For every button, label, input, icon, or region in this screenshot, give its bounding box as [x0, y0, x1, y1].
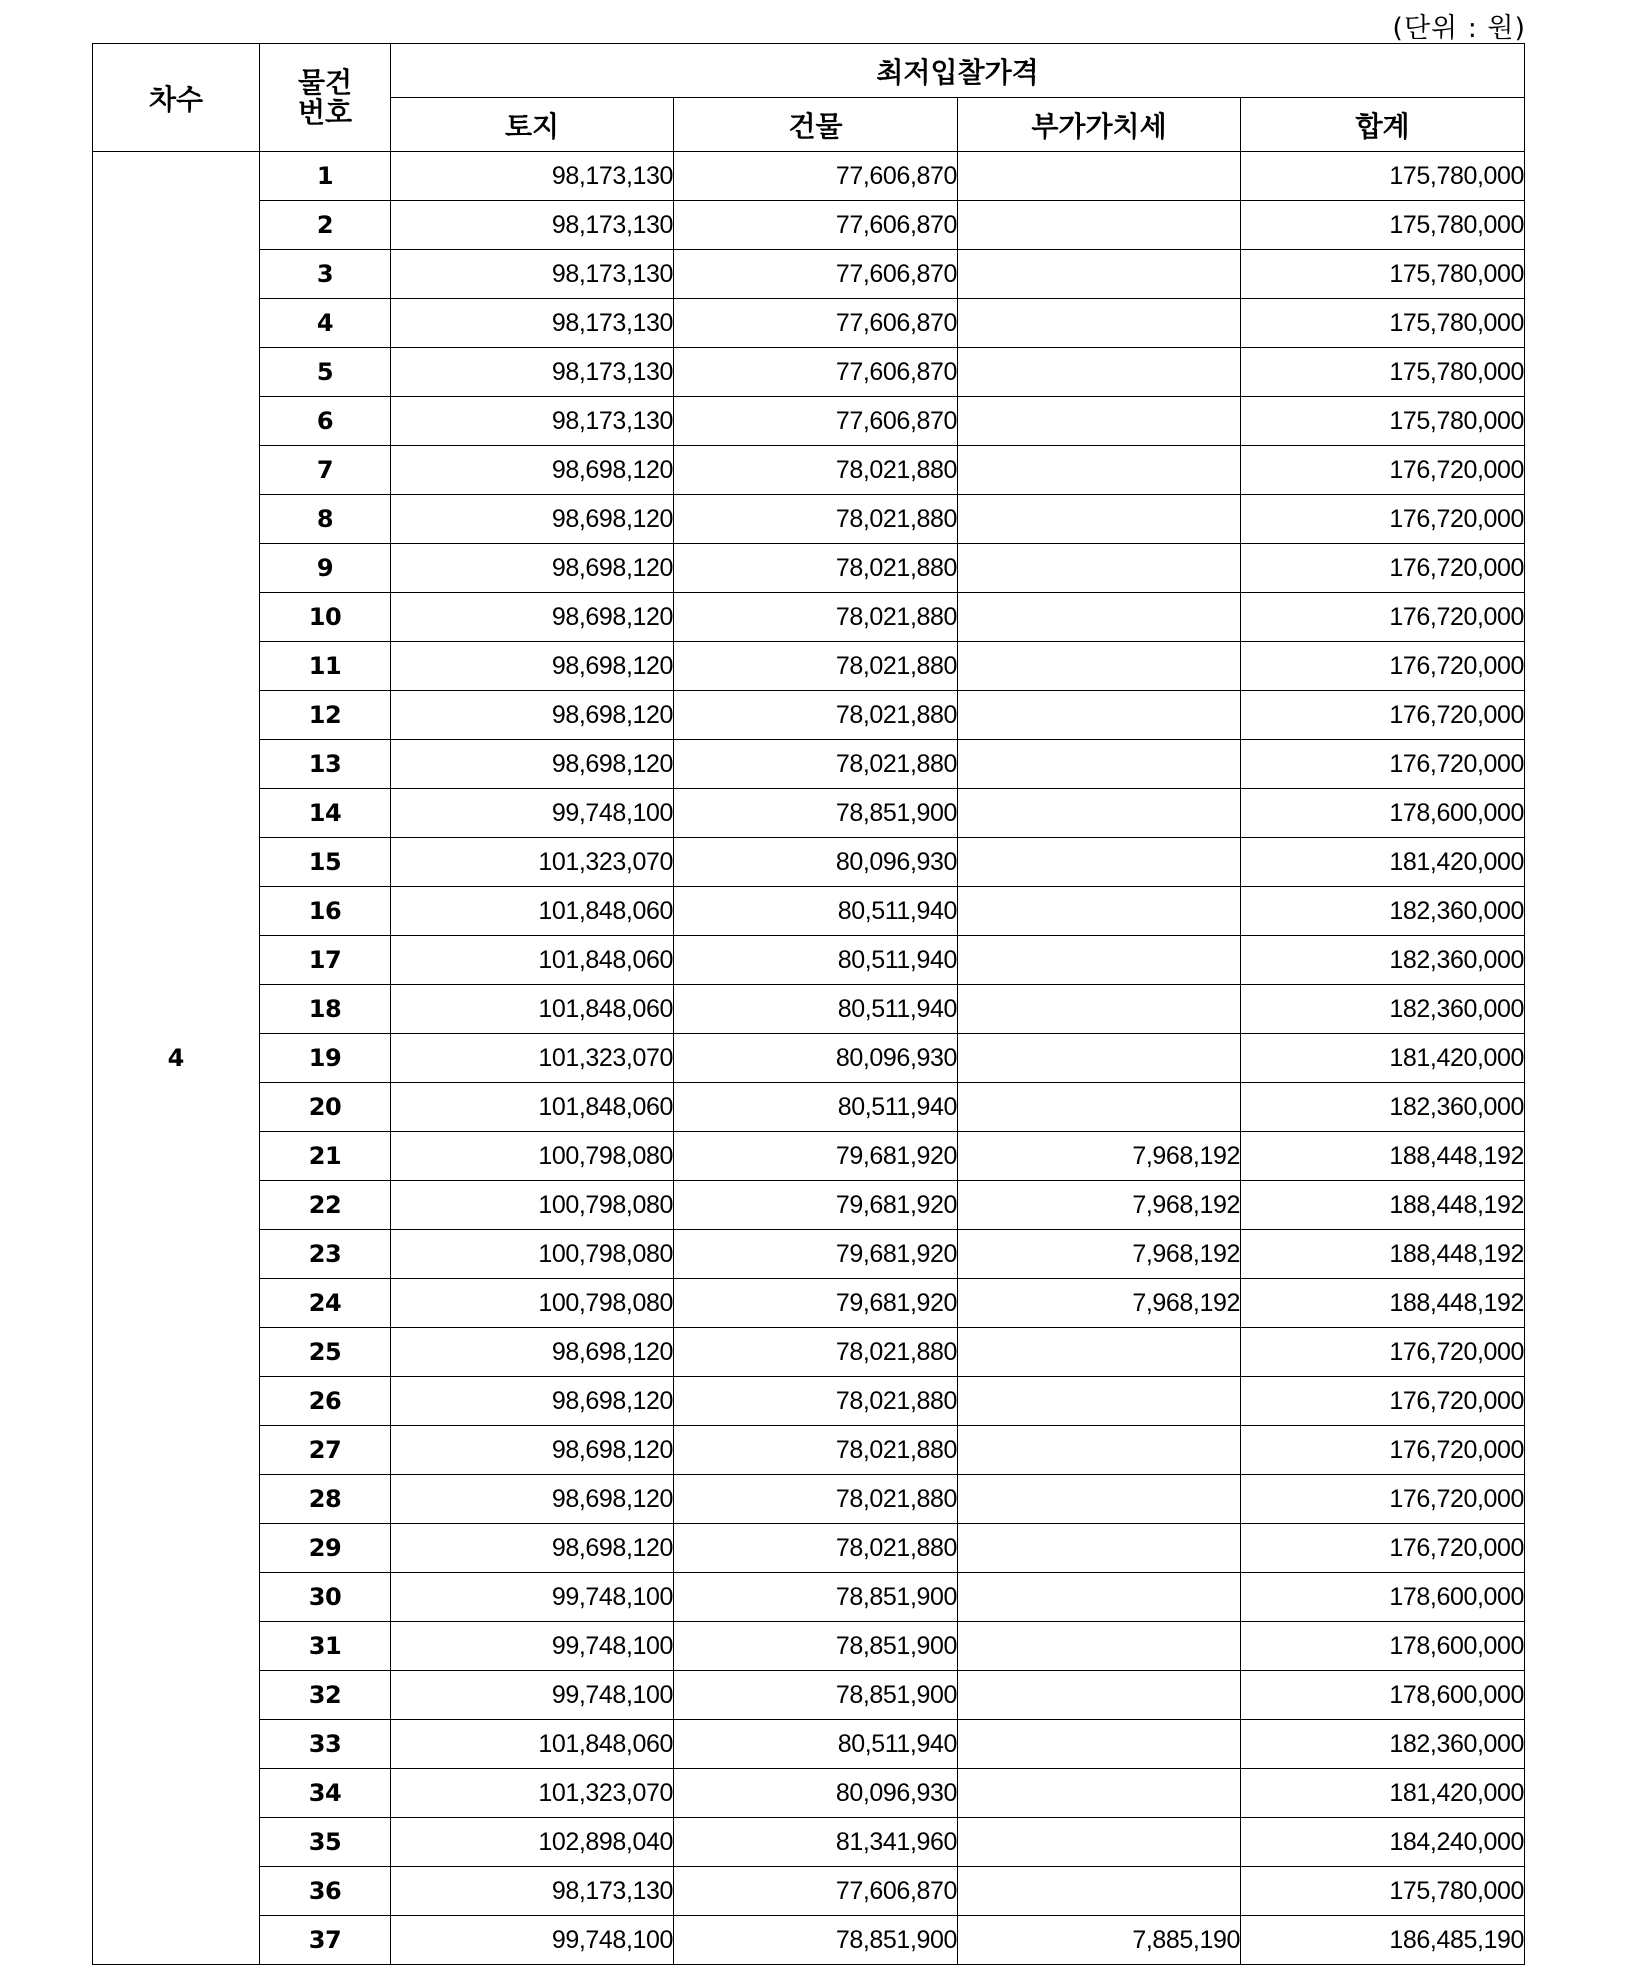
item-no-cell: 6	[260, 397, 391, 446]
table-row	[93, 1769, 1525, 1818]
total-price-cell: 181,420,000	[1241, 838, 1525, 887]
vat-cell	[958, 446, 1241, 495]
item-no-cell: 21	[260, 1132, 391, 1181]
vat-cell	[958, 348, 1241, 397]
table-row	[93, 397, 1525, 446]
header-land: 토지	[391, 98, 674, 152]
land-price-cell: 98,173,130	[391, 201, 674, 250]
land-price-cell: 98,173,130	[391, 152, 674, 201]
land-price-cell: 101,848,060	[391, 985, 674, 1034]
land-price-cell: 98,698,120	[391, 544, 674, 593]
total-price-cell: 175,780,000	[1241, 397, 1525, 446]
item-no-cell: 20	[260, 1083, 391, 1132]
item-no-cell: 4	[260, 299, 391, 348]
total-price-cell: 188,448,192	[1241, 1230, 1525, 1279]
building-price-cell: 77,606,870	[674, 152, 958, 201]
item-no-cell: 25	[260, 1328, 391, 1377]
table-row	[93, 446, 1525, 495]
total-price-cell: 182,360,000	[1241, 887, 1525, 936]
vat-cell	[958, 1720, 1241, 1769]
table-row	[93, 691, 1525, 740]
round-cell: 4	[93, 152, 260, 1965]
vat-cell	[958, 691, 1241, 740]
vat-cell	[958, 1328, 1241, 1377]
vat-cell	[958, 838, 1241, 887]
land-price-cell: 98,173,130	[391, 348, 674, 397]
table-row	[93, 887, 1525, 936]
building-price-cell: 79,681,920	[674, 1181, 958, 1230]
table-row	[93, 1377, 1525, 1426]
vat-cell: 7,968,192	[958, 1181, 1241, 1230]
building-price-cell: 78,021,880	[674, 1377, 958, 1426]
vat-cell	[958, 1769, 1241, 1818]
table-row	[93, 495, 1525, 544]
table-row	[93, 740, 1525, 789]
total-price-cell: 176,720,000	[1241, 1524, 1525, 1573]
land-price-cell: 100,798,080	[391, 1230, 674, 1279]
table-row	[93, 1132, 1525, 1181]
table-row	[93, 1279, 1525, 1328]
vat-cell	[958, 1671, 1241, 1720]
table-row	[93, 201, 1525, 250]
vat-cell: 7,968,192	[958, 1230, 1241, 1279]
building-price-cell: 78,021,880	[674, 1328, 958, 1377]
vat-cell	[958, 1867, 1241, 1916]
land-price-cell: 98,698,120	[391, 593, 674, 642]
vat-cell	[958, 1573, 1241, 1622]
total-price-cell: 176,720,000	[1241, 1377, 1525, 1426]
table-row	[93, 1230, 1525, 1279]
table-row	[93, 1867, 1525, 1916]
total-price-cell: 176,720,000	[1241, 1426, 1525, 1475]
vat-cell	[958, 887, 1241, 936]
item-no-cell: 31	[260, 1622, 391, 1671]
item-no-cell: 24	[260, 1279, 391, 1328]
item-no-cell: 36	[260, 1867, 391, 1916]
total-price-cell: 175,780,000	[1241, 201, 1525, 250]
building-price-cell: 78,851,900	[674, 1573, 958, 1622]
item-no-cell: 29	[260, 1524, 391, 1573]
vat-cell: 7,968,192	[958, 1279, 1241, 1328]
vat-cell	[958, 152, 1241, 201]
total-price-cell: 182,360,000	[1241, 1720, 1525, 1769]
item-no-cell: 8	[260, 495, 391, 544]
table-row	[93, 1181, 1525, 1230]
total-price-cell: 181,420,000	[1241, 1034, 1525, 1083]
item-no-cell: 32	[260, 1671, 391, 1720]
item-no-cell: 9	[260, 544, 391, 593]
land-price-cell: 99,748,100	[391, 1671, 674, 1720]
table-row	[93, 348, 1525, 397]
item-no-cell: 26	[260, 1377, 391, 1426]
header-item-no	[260, 44, 391, 152]
total-price-cell: 182,360,000	[1241, 1083, 1525, 1132]
item-no-cell: 27	[260, 1426, 391, 1475]
building-price-cell: 80,511,940	[674, 1083, 958, 1132]
vat-cell	[958, 544, 1241, 593]
building-price-cell: 78,851,900	[674, 789, 958, 838]
table-row	[93, 642, 1525, 691]
land-price-cell: 98,173,130	[391, 1867, 674, 1916]
item-no-cell: 37	[260, 1916, 391, 1965]
building-price-cell: 77,606,870	[674, 348, 958, 397]
item-no-cell: 3	[260, 250, 391, 299]
vat-cell	[958, 299, 1241, 348]
land-price-cell: 98,698,120	[391, 1377, 674, 1426]
table-row	[93, 152, 1525, 201]
total-price-cell: 175,780,000	[1241, 152, 1525, 201]
vat-cell	[958, 1622, 1241, 1671]
item-no-cell: 14	[260, 789, 391, 838]
land-price-cell: 100,798,080	[391, 1279, 674, 1328]
total-price-cell: 188,448,192	[1241, 1181, 1525, 1230]
vat-cell	[958, 740, 1241, 789]
building-price-cell: 78,021,880	[674, 495, 958, 544]
building-price-cell: 78,021,880	[674, 593, 958, 642]
land-price-cell: 99,748,100	[391, 1573, 674, 1622]
land-price-cell: 98,173,130	[391, 250, 674, 299]
land-price-cell: 100,798,080	[391, 1181, 674, 1230]
total-price-cell: 176,720,000	[1241, 740, 1525, 789]
table-row	[93, 1622, 1525, 1671]
vat-cell	[958, 789, 1241, 838]
total-price-cell: 181,420,000	[1241, 1769, 1525, 1818]
item-no-cell: 18	[260, 985, 391, 1034]
total-price-cell: 176,720,000	[1241, 544, 1525, 593]
building-price-cell: 79,681,920	[674, 1132, 958, 1181]
land-price-cell: 98,173,130	[391, 397, 674, 446]
item-no-cell: 17	[260, 936, 391, 985]
header-round: 차수	[93, 44, 260, 152]
table-row	[93, 1475, 1525, 1524]
item-no-cell: 19	[260, 1034, 391, 1083]
total-price-cell: 186,485,190	[1241, 1916, 1525, 1965]
total-price-cell: 176,720,000	[1241, 691, 1525, 740]
vat-cell	[958, 1083, 1241, 1132]
building-price-cell: 78,021,880	[674, 691, 958, 740]
vat-cell	[958, 1475, 1241, 1524]
table-row	[93, 1426, 1525, 1475]
building-price-cell: 77,606,870	[674, 299, 958, 348]
building-price-cell: 79,681,920	[674, 1279, 958, 1328]
item-no-cell: 10	[260, 593, 391, 642]
header-total: 합계	[1241, 98, 1525, 152]
building-price-cell: 77,606,870	[674, 1867, 958, 1916]
building-price-cell: 77,606,870	[674, 201, 958, 250]
total-price-cell: 176,720,000	[1241, 642, 1525, 691]
total-price-cell: 176,720,000	[1241, 1328, 1525, 1377]
building-price-cell: 78,851,900	[674, 1916, 958, 1965]
table-row	[93, 299, 1525, 348]
vat-cell	[958, 250, 1241, 299]
table-row	[93, 1720, 1525, 1769]
table-row	[93, 1916, 1525, 1965]
land-price-cell: 101,848,060	[391, 936, 674, 985]
table-row	[93, 593, 1525, 642]
land-price-cell: 101,848,060	[391, 887, 674, 936]
land-price-cell: 98,698,120	[391, 446, 674, 495]
land-price-cell: 98,698,120	[391, 495, 674, 544]
item-no-cell: 11	[260, 642, 391, 691]
land-price-cell: 98,698,120	[391, 1524, 674, 1573]
table-row	[93, 1573, 1525, 1622]
land-price-cell: 101,848,060	[391, 1083, 674, 1132]
total-price-cell: 188,448,192	[1241, 1132, 1525, 1181]
vat-cell	[958, 1426, 1241, 1475]
item-no-cell: 35	[260, 1818, 391, 1867]
building-price-cell: 78,021,880	[674, 642, 958, 691]
vat-cell	[958, 642, 1241, 691]
building-price-cell: 78,851,900	[674, 1671, 958, 1720]
total-price-cell: 176,720,000	[1241, 495, 1525, 544]
item-no-cell: 13	[260, 740, 391, 789]
building-price-cell: 80,096,930	[674, 1769, 958, 1818]
total-price-cell: 178,600,000	[1241, 789, 1525, 838]
total-price-cell: 176,720,000	[1241, 593, 1525, 642]
item-no-cell: 30	[260, 1573, 391, 1622]
vat-cell: 7,968,192	[958, 1132, 1241, 1181]
item-no-cell: 16	[260, 887, 391, 936]
total-price-cell: 175,780,000	[1241, 250, 1525, 299]
land-price-cell: 98,698,120	[391, 642, 674, 691]
table-row	[93, 789, 1525, 838]
total-price-cell: 175,780,000	[1241, 299, 1525, 348]
total-price-cell: 176,720,000	[1241, 446, 1525, 495]
total-price-cell: 175,780,000	[1241, 1867, 1525, 1916]
total-price-cell: 176,720,000	[1241, 1475, 1525, 1524]
land-price-cell: 101,848,060	[391, 1720, 674, 1769]
building-price-cell: 79,681,920	[674, 1230, 958, 1279]
total-price-cell: 178,600,000	[1241, 1622, 1525, 1671]
item-no-cell: 22	[260, 1181, 391, 1230]
table-row	[93, 1034, 1525, 1083]
land-price-cell: 98,698,120	[391, 1328, 674, 1377]
table-row	[93, 936, 1525, 985]
total-price-cell: 188,448,192	[1241, 1279, 1525, 1328]
table-row	[93, 250, 1525, 299]
item-no-cell: 23	[260, 1230, 391, 1279]
item-no-cell: 28	[260, 1475, 391, 1524]
vat-cell	[958, 936, 1241, 985]
land-price-cell: 101,323,070	[391, 838, 674, 887]
building-price-cell: 78,851,900	[674, 1622, 958, 1671]
building-price-cell: 81,341,960	[674, 1818, 958, 1867]
building-price-cell: 78,021,880	[674, 1426, 958, 1475]
vat-cell	[958, 593, 1241, 642]
building-price-cell: 78,021,880	[674, 544, 958, 593]
land-price-cell: 102,898,040	[391, 1818, 674, 1867]
item-no-cell: 1	[260, 152, 391, 201]
land-price-cell: 101,323,070	[391, 1034, 674, 1083]
land-price-cell: 99,748,100	[391, 1622, 674, 1671]
table-row	[93, 1818, 1525, 1867]
vat-cell: 7,885,190	[958, 1916, 1241, 1965]
land-price-cell: 99,748,100	[391, 1916, 674, 1965]
header-item-no-line1: 물건	[297, 66, 353, 100]
item-no-cell: 33	[260, 1720, 391, 1769]
table-row	[93, 544, 1525, 593]
table-row	[93, 1524, 1525, 1573]
total-price-cell: 182,360,000	[1241, 936, 1525, 985]
table-row	[93, 1083, 1525, 1132]
building-price-cell: 77,606,870	[674, 397, 958, 446]
land-price-cell: 98,173,130	[391, 299, 674, 348]
table-row	[93, 985, 1525, 1034]
item-no-cell: 7	[260, 446, 391, 495]
bid-price-table	[92, 43, 1525, 1965]
land-price-cell: 100,798,080	[391, 1132, 674, 1181]
land-price-cell: 98,698,120	[391, 1475, 674, 1524]
item-no-cell: 2	[260, 201, 391, 250]
table-row	[93, 1328, 1525, 1377]
building-price-cell: 78,021,880	[674, 446, 958, 495]
header-building: 건물	[674, 98, 958, 152]
building-price-cell: 78,021,880	[674, 1475, 958, 1524]
header-vat: 부가가치세	[958, 98, 1241, 152]
building-price-cell: 77,606,870	[674, 250, 958, 299]
table-row	[93, 838, 1525, 887]
building-price-cell: 78,021,880	[674, 740, 958, 789]
total-price-cell: 175,780,000	[1241, 348, 1525, 397]
vat-cell	[958, 397, 1241, 446]
building-price-cell: 80,096,930	[674, 838, 958, 887]
item-no-cell: 5	[260, 348, 391, 397]
building-price-cell: 80,511,940	[674, 985, 958, 1034]
land-price-cell: 98,698,120	[391, 691, 674, 740]
table-body	[93, 152, 1525, 1965]
vat-cell	[958, 1377, 1241, 1426]
header-min-bid-price: 최저입찰가격	[391, 44, 1525, 98]
total-price-cell: 178,600,000	[1241, 1573, 1525, 1622]
land-price-cell: 98,698,120	[391, 740, 674, 789]
unit-note: (단위 : 원)	[1392, 13, 1526, 44]
table-row	[93, 1671, 1525, 1720]
building-price-cell: 80,096,930	[674, 1034, 958, 1083]
vat-cell	[958, 1524, 1241, 1573]
vat-cell	[958, 1818, 1241, 1867]
item-no-cell: 15	[260, 838, 391, 887]
land-price-cell: 98,698,120	[391, 1426, 674, 1475]
building-price-cell: 78,021,880	[674, 1524, 958, 1573]
land-price-cell: 99,748,100	[391, 789, 674, 838]
vat-cell	[958, 985, 1241, 1034]
building-price-cell: 80,511,940	[674, 1720, 958, 1769]
vat-cell	[958, 201, 1241, 250]
total-price-cell: 178,600,000	[1241, 1671, 1525, 1720]
header-item-no-line2: 번호	[297, 95, 353, 129]
land-price-cell: 101,323,070	[391, 1769, 674, 1818]
total-price-cell: 182,360,000	[1241, 985, 1525, 1034]
total-price-cell: 184,240,000	[1241, 1818, 1525, 1867]
building-price-cell: 80,511,940	[674, 936, 958, 985]
item-no-cell: 12	[260, 691, 391, 740]
item-no-cell: 34	[260, 1769, 391, 1818]
vat-cell	[958, 495, 1241, 544]
building-price-cell: 80,511,940	[674, 887, 958, 936]
vat-cell	[958, 1034, 1241, 1083]
